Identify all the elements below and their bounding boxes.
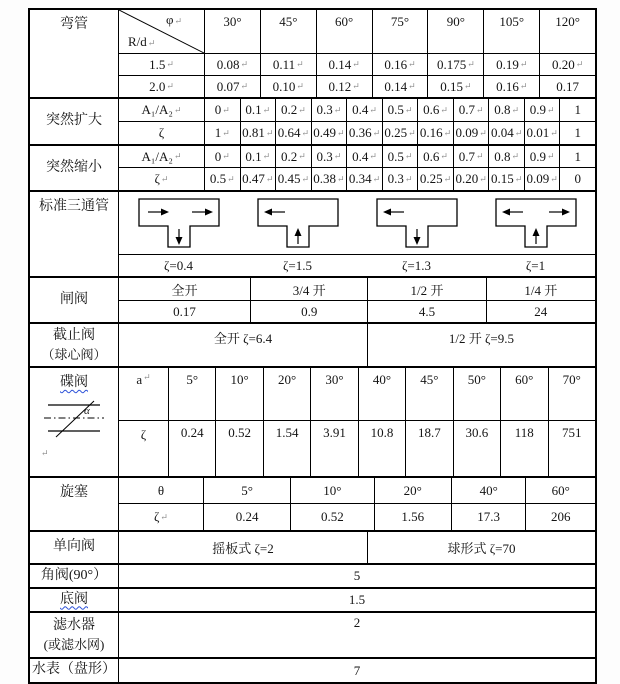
area-ratio-header: A₁/A₂ ↵ <box>119 99 205 121</box>
section-butterfly-valve <box>30 366 595 476</box>
angle-valve-zeta-cell: 5 <box>353 568 361 583</box>
gate-valve-opening-header: 1/4 开 <box>486 278 595 300</box>
contraction-zeta-cell: 0.45 ↵ <box>275 168 311 190</box>
bend-zeta-cell: 0.07 ↵ <box>216 78 249 94</box>
section-gate-valve <box>30 276 595 322</box>
check-valve-swing-cell: 摇板式 ζ=2 <box>119 532 368 563</box>
foot-valve-label: 底阀 <box>30 589 119 611</box>
alpha-header: a ↵ <box>119 368 169 420</box>
butterfly-zeta-cell: 3.91 <box>310 421 357 476</box>
butterfly-angle-header: 50° <box>453 368 500 420</box>
contraction-ratio-cell: 0.7 ↵ <box>453 146 489 167</box>
bend-zeta-cell: 0.19 ↵ <box>483 54 539 75</box>
butterfly-valve-label: 碟阀 α ↵ <box>30 368 119 476</box>
expansion-ratio-cell: 0.5 ↵ <box>382 99 418 121</box>
plug-cock-zeta-cell: 1.56 <box>374 504 451 530</box>
expansion-zeta-cell: 0.16 ↵ <box>417 122 453 144</box>
expansion-ratio-cell: 0.4 ↵ <box>346 99 382 121</box>
globe-valve-full-open-cell: 全开 ζ=6.4 <box>119 324 368 366</box>
butterfly-zeta-cell: 10.8 <box>358 421 405 476</box>
contraction-ratio-cell: 0.1 ↵ <box>240 146 276 167</box>
bend-zeta-cell: 0.14 ↵ <box>372 76 428 97</box>
bend-zeta-cell: 0.17 <box>539 76 595 97</box>
paragraph-mark: ↵ <box>41 447 49 458</box>
expansion-zeta-cell: 1 ↵ <box>214 125 230 140</box>
angle-valve-label: 角阀(90°） <box>30 565 119 587</box>
plug-cock-angle-header: 20° <box>374 478 451 503</box>
bend-zeta-cell: 0.175 ↵ <box>427 54 483 75</box>
water-meter-zeta-cell: 7 <box>353 662 361 678</box>
contraction-ratio-cell: 1 <box>559 146 595 167</box>
butterfly-angle-header: 20° <box>263 368 310 420</box>
bend-rd-header: R/d↵ <box>128 34 156 49</box>
plug-cock-angle-header: 10° <box>290 478 373 503</box>
plug-cock-angle-header: 5° <box>241 482 253 498</box>
gate-valve-zeta-cell: 24 <box>486 301 595 322</box>
bend-zeta-cell: 0.16 ↵ <box>372 54 428 75</box>
gate-valve-opening-header: 全开 <box>171 282 198 298</box>
sudden-expansion-label: 突然扩大 <box>30 99 119 144</box>
theta-header: θ <box>119 478 204 503</box>
bend-pipe-label: 弯管 <box>30 10 119 97</box>
contraction-ratio-cell: 0.9 ↵ <box>524 146 560 167</box>
contraction-ratio-cell: 0.8 ↵ <box>488 146 524 167</box>
section-angle-valve <box>30 563 595 587</box>
bend-zeta-cell: 0.11 ↵ <box>260 54 316 75</box>
contraction-ratio-cell: 0.3 ↵ <box>311 146 347 167</box>
tee-diagram-2 <box>238 192 357 254</box>
tee-zeta-caption: ζ=0.4 <box>164 257 193 273</box>
contraction-zeta-cell: 0.3 ↵ <box>382 168 418 190</box>
globe-valve-label: 截止阀 （球心阀） <box>30 324 119 366</box>
zeta-header: ζ <box>119 122 205 144</box>
section-sudden-contraction <box>30 144 595 190</box>
expansion-zeta-cell: 0.25 ↵ <box>382 122 418 144</box>
tee-diagram-1 <box>119 192 238 254</box>
butterfly-angle-header: 40° <box>358 368 405 420</box>
bend-zeta-cell: 0.15 ↵ <box>427 76 483 97</box>
gate-valve-zeta-cell: 0.9 <box>250 301 367 322</box>
strainer-zeta-cell: 2 <box>353 615 361 630</box>
section-sudden-expansion <box>30 97 595 144</box>
sudden-contraction-label: 突然缩小 <box>30 146 119 190</box>
expansion-ratio-cell: 0.9 ↵ <box>524 99 560 121</box>
butterfly-zeta-cell: 118 <box>500 421 547 476</box>
butterfly-valve-diagram <box>42 397 106 441</box>
tee-zeta-caption: ζ=1 <box>525 257 546 273</box>
water-meter-label: 水表（盘形） <box>30 659 119 682</box>
check-valve-label: 单向阀 <box>30 532 119 563</box>
expansion-zeta-cell: 0.36 ↵ <box>346 122 382 144</box>
contraction-ratio-cell: 0.5 ↵ <box>382 146 418 167</box>
bend-zeta-cell: 0.12 ↵ <box>316 76 372 97</box>
bend-angle-header: 90° <box>427 10 483 53</box>
expansion-zeta-cell: 0.01 ↵ <box>524 122 560 144</box>
standard-tee-label: 标准三通管 <box>30 192 119 276</box>
gate-valve-zeta-cell: 0.17 <box>173 303 196 319</box>
butterfly-angle-header: 10° <box>215 368 262 420</box>
contraction-zeta-cell: 0.34 ↵ <box>346 168 382 190</box>
expansion-ratio-cell: 0.3 ↵ <box>311 99 347 121</box>
expansion-ratio-cell: 0.8 ↵ <box>488 99 524 121</box>
expansion-ratio-cell: 0.6 ↵ <box>417 99 453 121</box>
expansion-zeta-cell: 0.49 ↵ <box>311 122 347 144</box>
bend-phi-header: φ↵ <box>166 12 183 27</box>
butterfly-angle-header: 70° <box>548 368 595 420</box>
section-bend-pipe <box>30 10 595 97</box>
section-standard-tee <box>30 190 595 276</box>
contraction-zeta-cell: 0.25 ↵ <box>417 168 453 190</box>
contraction-ratio-cell: 0.2 ↵ <box>275 146 311 167</box>
tee-diagrams-row <box>119 192 595 254</box>
bend-angle-header: 120° <box>539 10 595 53</box>
plug-cock-zeta-cell: 17.3 <box>451 504 525 530</box>
bend-rd-value: 1.5 ↵ <box>119 54 205 75</box>
expansion-zeta-cell: 0.04 ↵ <box>488 122 524 144</box>
expansion-zeta-cell: 0.09 ↵ <box>453 122 489 144</box>
contraction-ratio-cell: 0.6 ↵ <box>417 146 453 167</box>
zeta-header: ζ ↵ <box>119 168 205 190</box>
expansion-ratio-cell: 0.1 ↵ <box>240 99 276 121</box>
bend-zeta-cell: 0.20 ↵ <box>539 54 595 75</box>
foot-valve-zeta-cell: 1.5 <box>348 592 366 607</box>
globe-valve-half-open-cell: 1/2 开 ζ=9.5 <box>448 331 514 346</box>
plug-cock-zeta-cell: 0.52 <box>290 504 373 530</box>
expansion-ratio-cell: 0.7 ↵ <box>453 99 489 121</box>
butterfly-zeta-cell: 0.52 <box>215 421 262 476</box>
bend-angle-header: 75° <box>372 10 428 53</box>
butterfly-zeta-cell: 18.7 <box>405 421 452 476</box>
contraction-zeta-cell: 0.5 ↵ <box>209 171 235 186</box>
butterfly-zeta-cell: 30.6 <box>453 421 500 476</box>
butterfly-zeta-cell: 751 <box>548 421 595 476</box>
bend-corner-cell <box>119 10 205 53</box>
expansion-ratio-cell: 0 ↵ <box>214 102 230 117</box>
contraction-ratio-cell: 0.4 ↵ <box>346 146 382 167</box>
plug-cock-zeta-cell: 0.24 <box>235 509 259 524</box>
bend-zeta-cell: 0.10 ↵ <box>260 76 316 97</box>
contraction-ratio-cell: 0 ↵ <box>214 148 230 164</box>
check-valve-ball-cell: 球形式 ζ=70 <box>447 541 516 556</box>
bend-zeta-cell: 0.16 ↵ <box>483 76 539 97</box>
butterfly-angle-symbol: α <box>84 404 90 417</box>
gate-valve-label: 闸阀 <box>30 278 119 322</box>
bend-angle-header: 60° <box>316 10 372 53</box>
section-water-meter <box>30 657 595 682</box>
section-strainer <box>30 611 595 657</box>
bend-rd-value: 2.0 ↵ <box>119 76 205 97</box>
bend-angle-header: 105° <box>483 10 539 53</box>
tee-diagram-3 <box>357 192 476 254</box>
section-plug-cock <box>30 476 595 530</box>
plug-cock-angle-header: 60° <box>525 478 595 503</box>
plug-cock-zeta-cell: 206 <box>525 504 595 530</box>
gate-valve-opening-header: 3/4 开 <box>250 278 367 300</box>
tee-zeta-caption: ζ=1.5 <box>283 257 312 273</box>
gate-valve-opening-header: 1/2 开 <box>367 278 485 300</box>
contraction-zeta-cell: 0.15 ↵ <box>488 168 524 190</box>
butterfly-angle-header: 60° <box>500 368 547 420</box>
expansion-ratio-cell: 0.2 ↵ <box>275 99 311 121</box>
expansion-zeta-cell: 0.81 ↵ <box>240 122 276 144</box>
tee-zeta-caption: ζ=1.3 <box>402 257 431 273</box>
butterfly-angle-header: 45° <box>405 368 452 420</box>
pipe-fitting-resistance-table <box>28 8 597 684</box>
contraction-zeta-cell: 0.20 ↵ <box>453 168 489 190</box>
bend-zeta-cell: 0.08 ↵ <box>216 56 249 72</box>
bend-angle-header: 45° <box>260 10 316 53</box>
strainer-label: 滤水器 (或滤水网) <box>30 613 119 657</box>
contraction-zeta-cell: 0.47 ↵ <box>240 168 276 190</box>
expansion-zeta-cell: 0.64 ↵ <box>275 122 311 144</box>
contraction-zeta-cell: 0 <box>559 168 595 190</box>
butterfly-angle-header: 30° <box>310 368 357 420</box>
bend-angle-header: 30° <box>223 14 242 29</box>
butterfly-zeta-cell: 1.54 <box>263 421 310 476</box>
section-globe-valve <box>30 322 595 366</box>
section-check-valve <box>30 530 595 563</box>
expansion-ratio-cell: 1 <box>559 99 595 121</box>
zeta-header: ζ <box>119 421 169 476</box>
butterfly-angle-header: 5° <box>186 372 199 387</box>
section-foot-valve <box>30 587 595 611</box>
contraction-zeta-cell: 0.38 ↵ <box>311 168 347 190</box>
plug-cock-label: 旋塞 <box>30 478 119 530</box>
plug-cock-angle-header: 40° <box>451 478 525 503</box>
gate-valve-zeta-cell: 4.5 <box>367 301 485 322</box>
bend-zeta-cell: 0.14 ↵ <box>316 54 372 75</box>
expansion-zeta-cell: 1 <box>559 122 595 144</box>
tee-diagram-4 <box>476 192 595 254</box>
contraction-zeta-cell: 0.09 ↵ <box>524 168 560 190</box>
zeta-header: ζ ↵ <box>119 504 204 530</box>
area-ratio-header: A₁/A₂ ↵ <box>119 146 205 167</box>
butterfly-zeta-cell: 0.24 <box>180 425 204 440</box>
